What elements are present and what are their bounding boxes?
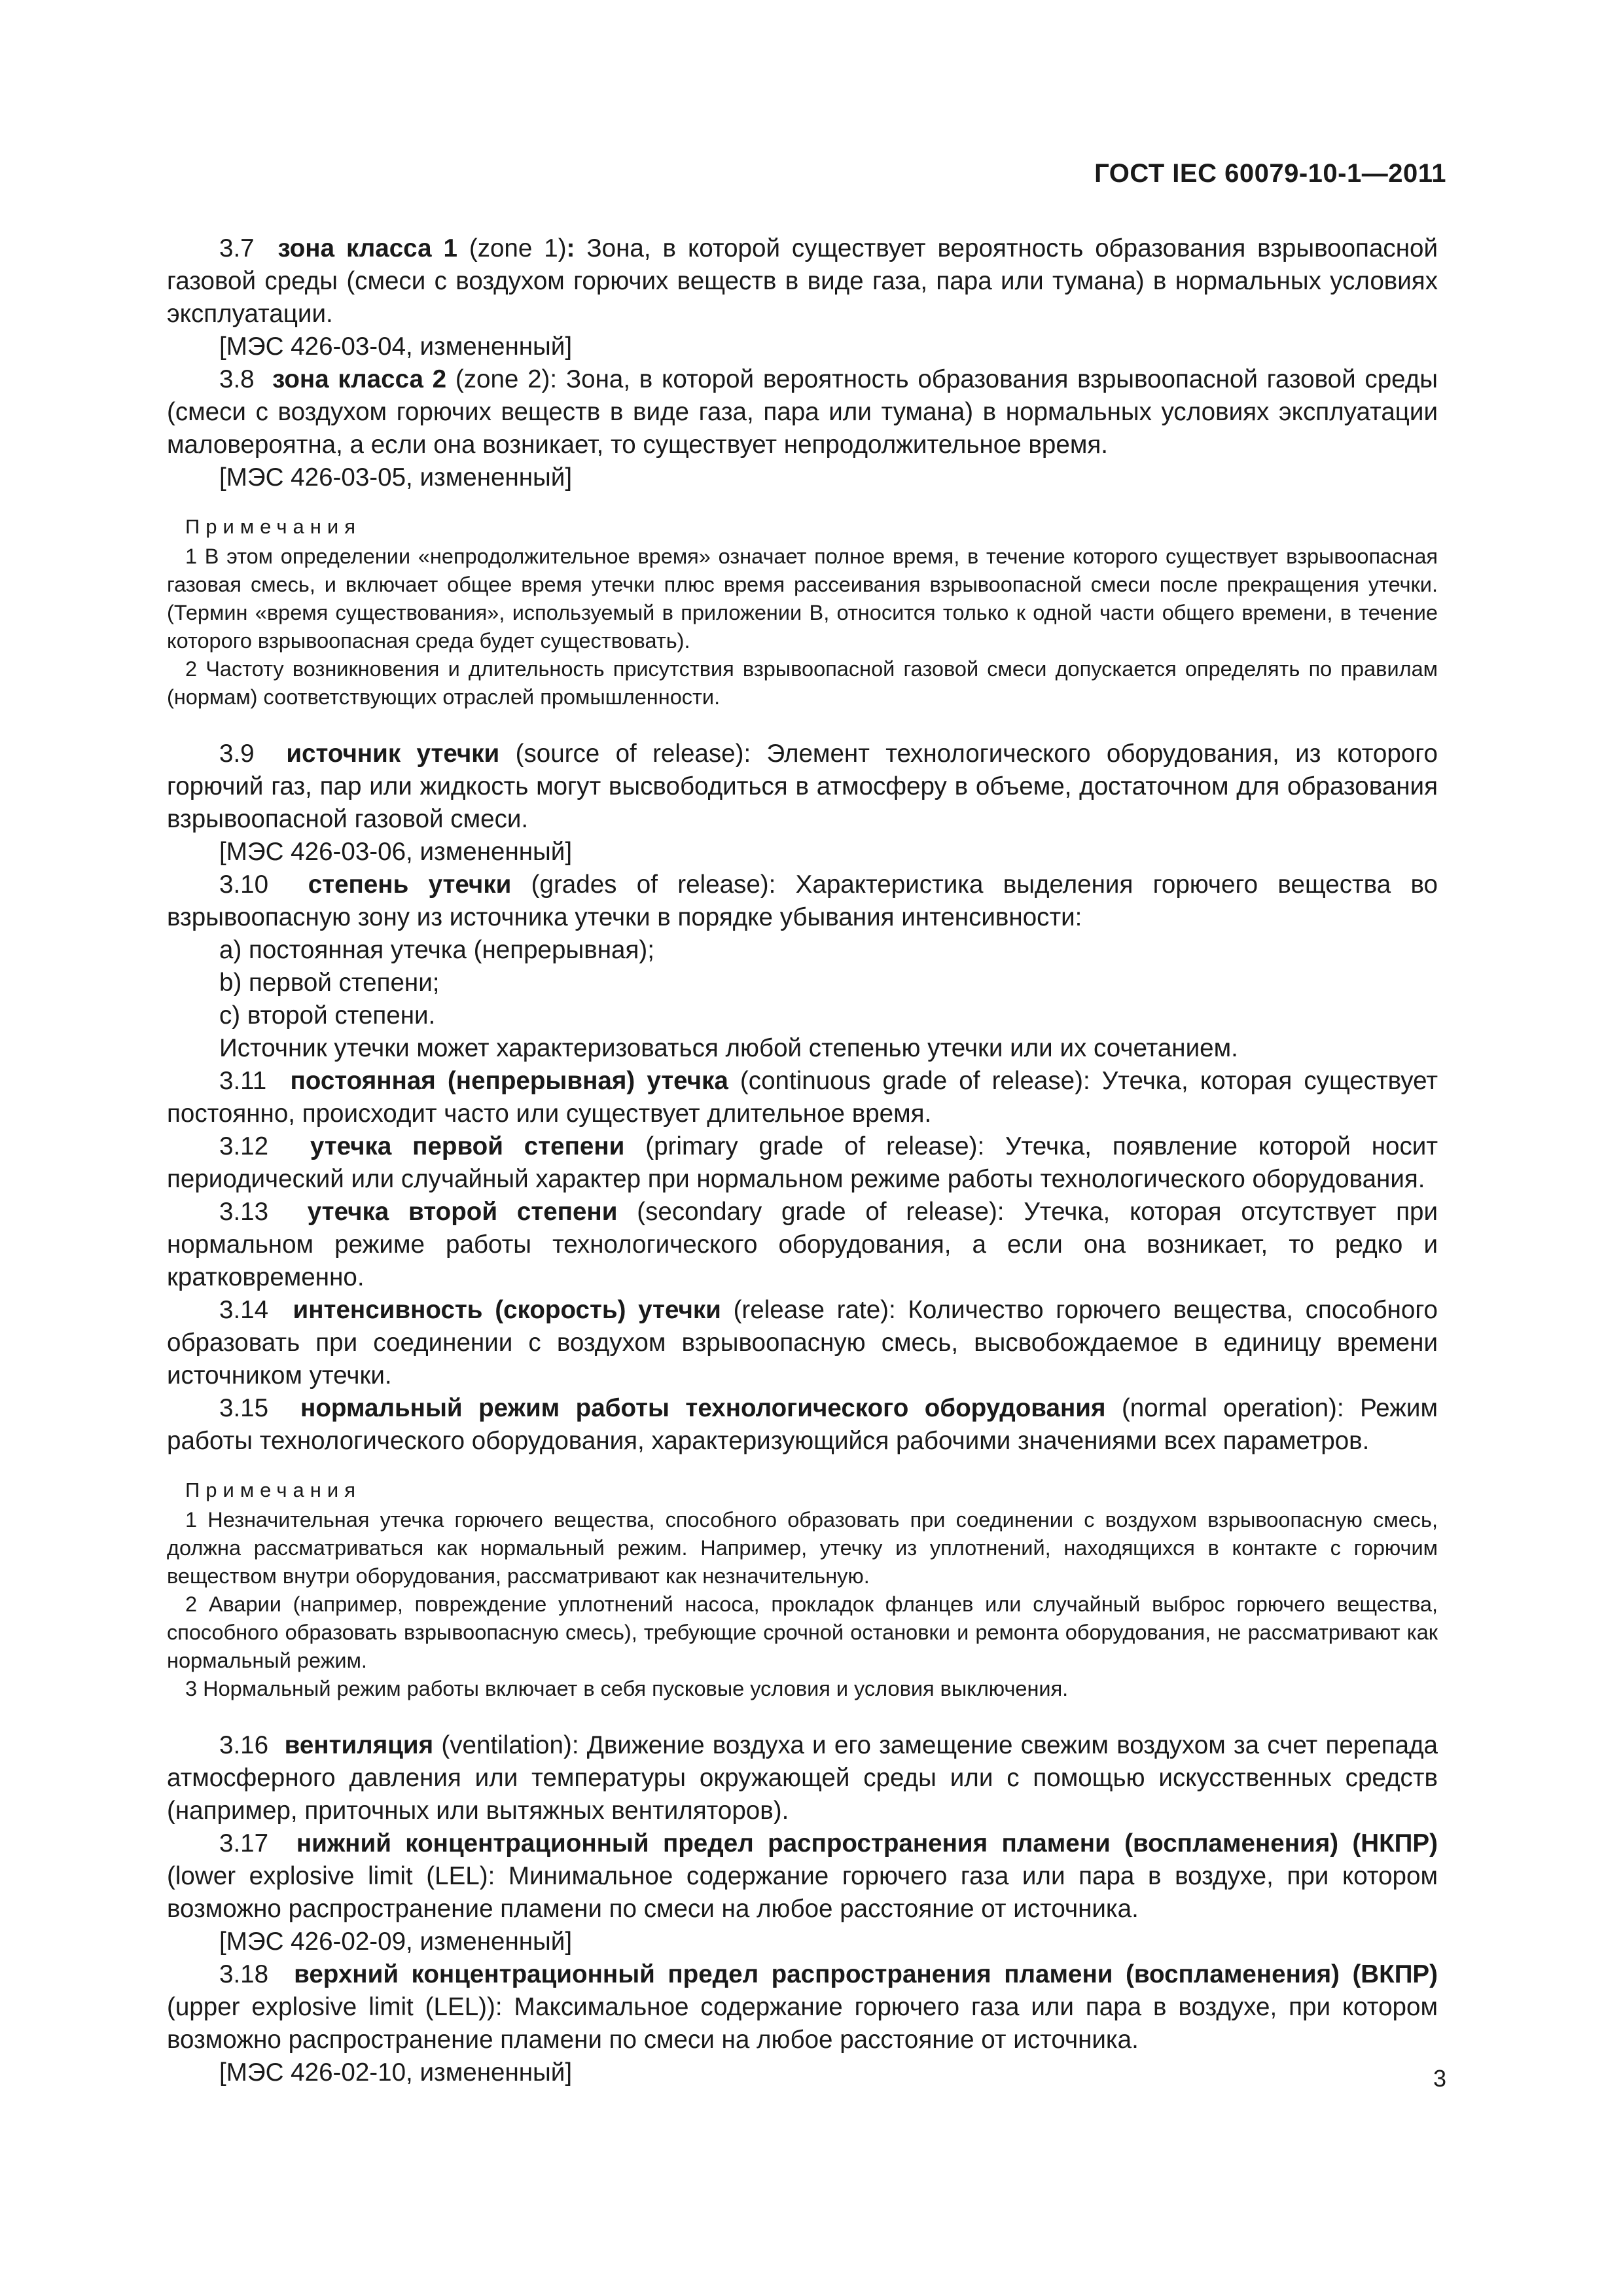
term: нижний концентрационный предел распространения пламени (воспламенения) (НКПР): [296, 1829, 1438, 1857]
reference: [МЭС 426-02-10, измененный]: [219, 2058, 573, 2087]
section-3-15: [167, 1392, 1438, 1458]
note: 2 Аварии (например, повреждение уплотнений насоса, прокладок фланцев или случайный выброс горючего вещества, способного образовать взрывоопасную смесь), требующие срочной остановки и ремонта оборудования, не рассматривают как нормальный режим.: [167, 1592, 1438, 1672]
reference: [МЭС 426-02-09, измененный]: [219, 1928, 573, 1956]
note: 1 В этом определении «непродолжительное время» означает полное время, в течение которого существует взрывоопасная газовая смесь, и включает общее время утечки плюс время рассеивания взрывоопасной смеси после прекращения утечки. (Термин «время существования», используемый в приложении В, относится только к одной части общего времени, в течение которого взрывоопасная среда будет существовать).: [167, 545, 1438, 653]
note: 3 Нормальный режим работы включает в себя пусковые условия и условия выключения.: [185, 1677, 1069, 1700]
definition: (ventilation): Движение воздуха и его замещение свежим воздухом за счет перепада атмосферного давления или температуры окружающей среды или с помощью искусственных средств (например, приточных или вытяжных вентиляторов).: [167, 1731, 1438, 1825]
page-number: 3: [1433, 2065, 1446, 2092]
section-3-8: [167, 363, 1438, 461]
reference: [МЭС 426-03-05, измененный]: [219, 463, 573, 492]
reference: [МЭС 426-03-04, измененный]: [219, 332, 573, 361]
definition: (normal operation): Режим работы технологического оборудования, характеризующийся рабочими значениями всех параметров.: [167, 1394, 1438, 1455]
term: утечка второй степени: [307, 1198, 618, 1226]
term: верхний концентрационный предел распространения пламени (воспламенения) (ВКПР): [294, 1960, 1438, 1988]
definition: (source of release): Элемент технологического оборудования, из которого горючий газ, пар или жидкость могут высвободиться в атмосферу в объеме, достаточном для образования взрывоопасной газовой смеси.: [167, 740, 1438, 833]
term: степень утечки: [308, 870, 512, 899]
term: постоянная (непрерывная) утечка: [290, 1067, 728, 1095]
term: утечка первой степени: [310, 1132, 625, 1160]
section-number: 3.15: [219, 1394, 269, 1422]
definition: (grades of release): Характеристика выделения горючего вещества во взрывоопасную зону из источника утечки в порядке убывания интенсивности:: [167, 870, 1438, 931]
list-item: c) второй степени.: [219, 1001, 436, 1030]
section-number: 3.14: [219, 1296, 269, 1324]
term: зона класса 2: [272, 365, 447, 393]
section-number: 3.18: [219, 1960, 269, 1988]
spacer: [167, 711, 1438, 738]
section-number: 3.16: [219, 1731, 269, 1759]
list-item: a) постоянная утечка (непрерывная);: [219, 936, 654, 964]
term: источник утечки: [286, 740, 500, 768]
term: нормальный режим работы технологического оборудования: [300, 1394, 1106, 1422]
definition: (upper explosive limit (LEL)): Максимальное содержание горючего газа или пара в воздухе, при котором возможно распространение пламени по смеси на любое расстояние от источника.: [167, 1993, 1438, 2054]
term: интенсивность (скорость) утечки: [293, 1296, 721, 1324]
paragraph: Источник утечки может характеризоваться любой степенью утечки или их сочетанием.: [219, 1034, 1238, 1062]
definition: Зона, в которой существует вероятность образования взрывоопасной газовой среды (смеси с воздухом горючих веществ в виде газа, пара или тумана) в нормальных условиях эксплуатации.: [167, 234, 1438, 328]
term-english: (zone 1): [457, 234, 567, 262]
list-item: b) первой степени;: [219, 969, 440, 997]
section-number: 3.12: [219, 1132, 269, 1160]
spacer: [167, 1703, 1438, 1729]
notes-title: Примечания: [185, 515, 361, 538]
term: вентиляция: [284, 1731, 434, 1759]
standard-header: ГОСТ IEC 60079-10-1—2011: [1094, 159, 1446, 188]
term: зона класса 1: [277, 234, 457, 262]
term-colon: :: [566, 234, 575, 262]
section-number: 3.17: [219, 1829, 269, 1857]
section-number: 3.7: [219, 234, 255, 262]
section-3-13: [167, 1196, 1438, 1294]
definition: (release rate): Количество горючего вещества, способного образовать при соединении с воздухом взрывоопасную смесь, высвобождаемое в единицу времени источником утечки.: [167, 1296, 1438, 1390]
definition: (lower explosive limit (LEL): Минимальное содержание горючего газа или пара в воздухе, при котором возможно распространение пламени по смеси на любое расстояние от источника.: [167, 1862, 1438, 1923]
section-number: 3.10: [219, 870, 269, 899]
page-content: [167, 232, 1438, 2089]
section-number: 3.8: [219, 365, 255, 393]
section-3-18: [167, 1958, 1438, 2056]
note: 2 Частоту возникновения и длительность присутствия взрывоопасной газовой смеси допускается определять по правилам (нормам) соответствующих отраслей промышленности.: [167, 657, 1438, 709]
definition: (primary grade of release): Утечка, появление которой носит периодический или случайный характер при нормальном режиме работы технологического оборудования.: [167, 1132, 1438, 1193]
section-3-10: [167, 869, 1438, 934]
definition: (continuous grade of release): Утечка, которая существует постоянно, происходит часто или существует длительное время.: [167, 1067, 1438, 1128]
section-3-12: [167, 1130, 1438, 1196]
section-3-7: [167, 232, 1438, 331]
section-3-14: [167, 1294, 1438, 1392]
section-number: 3.9: [219, 740, 255, 768]
section-3-9: [167, 738, 1438, 836]
section-number: 3.11: [219, 1067, 267, 1095]
section-3-11: [167, 1065, 1438, 1130]
note: 1 Незначительная утечка горючего вещества, способного образовать при соединении с воздухом взрывоопасную смесь, должна рассматриваться как нормальный режим. Например, утечку из уплотнений, находящихся в контакте с горючим веществом внутри оборудования, рассматривают как незначительную.: [167, 1508, 1438, 1588]
section-3-16: [167, 1729, 1438, 1827]
section-number: 3.13: [219, 1198, 269, 1226]
definition: (zone 2): Зона, в которой вероятность образования взрывоопасной газовой среды (смеси с воздухом горючих веществ в виде газа, пара или тумана) в нормальных условиях эксплуатации маловероятна, а если она возникает, то существует непродолжительное время.: [167, 365, 1438, 459]
section-3-17: [167, 1827, 1438, 1926]
notes-title: Примечания: [185, 1479, 361, 1501]
reference: [МЭС 426-03-06, измененный]: [219, 838, 573, 866]
definition: (secondary grade of release): Утечка, которая отсутствует при нормальном режиме работы технологического оборудования, а если она возникает, то редко и кратковременно.: [167, 1198, 1438, 1291]
